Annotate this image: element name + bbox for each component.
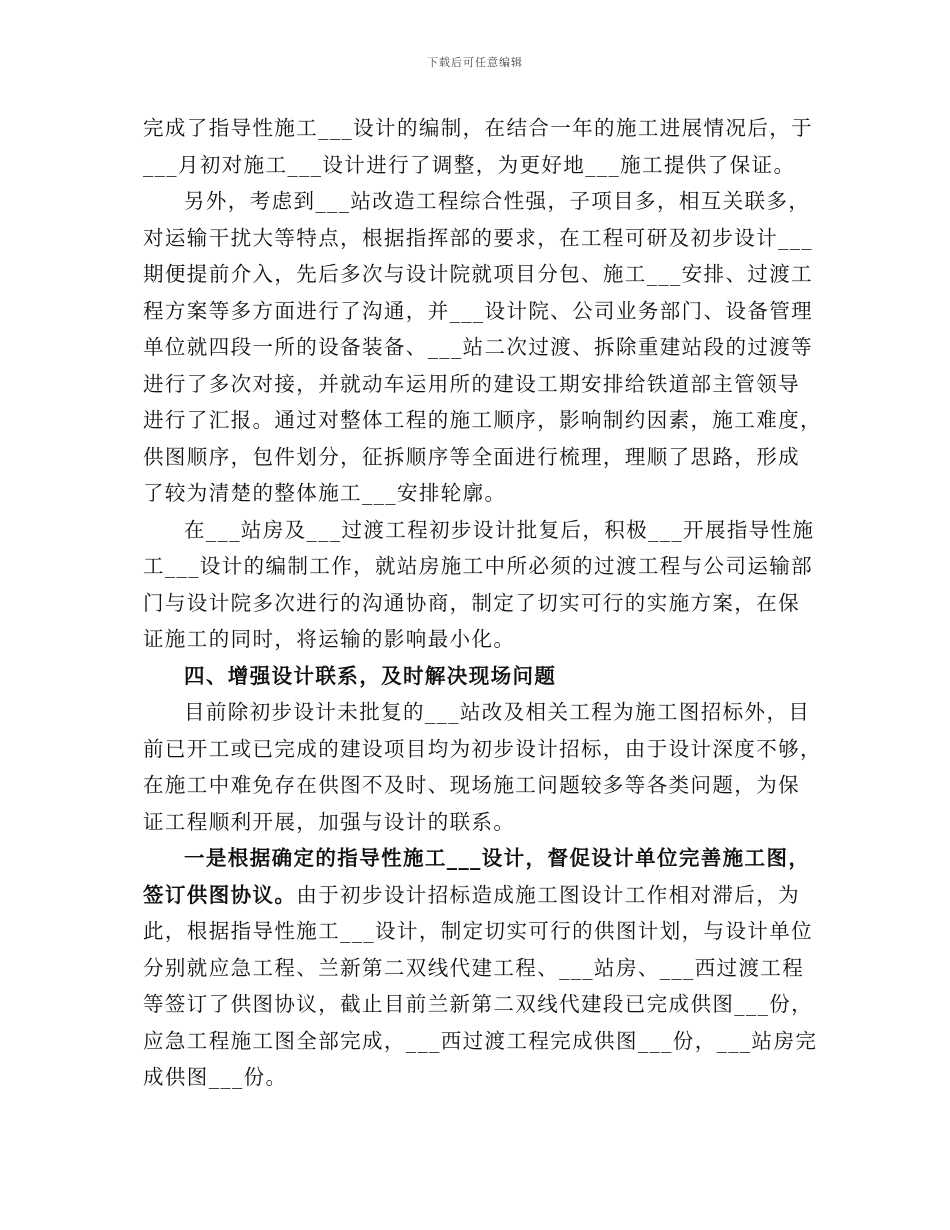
text-line: 期便提前介入，先后多次与设计院就项目分包、施工___安排、过渡工 bbox=[143, 262, 814, 286]
mixed-line bbox=[143, 877, 823, 914]
text-line: 程方案等多方面进行了沟通，并___设计院、公司业务部门、设备管理 bbox=[143, 298, 814, 323]
bold-lead-text: 签订供图协议。 bbox=[143, 882, 297, 907]
bold-lead-line: 一是根据确定的指导性施工___设计，督促设计单位完善施工图， bbox=[184, 846, 811, 870]
text-line: 此，根据指导性施工___设计，制定切实可行的供图计划，与设计单位 bbox=[143, 919, 814, 943]
text-line: 等签订了供图协议，截止目前兰新第二双线代建段已完成供图___份， bbox=[143, 992, 814, 1016]
text-line: 分别就应急工程、兰新第二双线代建工程、___站房、___西过渡工程 bbox=[143, 955, 805, 980]
text-line: 证工程顺利开展，加强与设计的联系。 bbox=[143, 809, 516, 834]
text-line: 单位就四段一所的设备装备、___站二次过渡、拆除重建站段的过渡等 bbox=[143, 335, 814, 359]
paragraph-line: 目前除初步设计未批复的___站改及相关工程为施工图招标外，目 bbox=[184, 700, 811, 724]
text-line: 对运输干扰大等特点，根据指挥部的要求，在工程可研及初步设计___ bbox=[143, 225, 814, 250]
text-line: 前已开工或已完成的建设项目均为初步设计招标，由于设计深度不够， bbox=[143, 736, 822, 761]
text-line: 门与设计院多次进行的沟通协商，制定了切实可行的实施方案，在保 bbox=[143, 590, 800, 615]
text-line: 了较为清楚的整体施工___安排轮廓。 bbox=[143, 481, 507, 505]
text-line: 应急工程施工图全部完成，___西过渡工程完成供图___份，___站房完 bbox=[143, 1028, 818, 1053]
section-heading: 四、增强设计联系，及时解决现场问题 bbox=[184, 663, 557, 688]
text-line: 成供图___份。 bbox=[143, 1065, 288, 1089]
text-line: 完成了指导性施工___设计的编制，在结合一年的施工进展情况后，于 bbox=[143, 116, 814, 140]
page-header-note: 下载后可任意编辑 bbox=[427, 56, 523, 69]
text-line: 进行了多次对接，并就动车运用所的建设工期安排给铁道部主管领导 bbox=[143, 371, 800, 396]
text-line: 工___设计的编制工作，就站房施工中所必须的过渡工程与公司运输部 bbox=[143, 554, 814, 578]
document-body bbox=[143, 110, 823, 1096]
paragraph-line: 在___站房及___过渡工程初步设计批复后，积极___开展指导性施 bbox=[184, 517, 815, 542]
paragraph-line: 另外，考虑到___站改造工程综合性强，子项目多，相互关联多， bbox=[184, 189, 811, 213]
text-span: 由于初步设计招标造成施工图设计工作相对滞后，为 bbox=[296, 882, 801, 907]
text-line: 进行了汇报。通过对整体工程的施工顺序，影响制约因素，施工难度， bbox=[143, 408, 822, 432]
text-line: 供图顺序，包件划分，征拆顺序等全面进行梳理，理顺了思路，形成 bbox=[143, 444, 800, 469]
text-line: 在施工中难免存在供图不及时、现场施工问题较多等各类问题，为保 bbox=[143, 773, 800, 797]
text-line: 证施工的同时，将运输的影响最小化。 bbox=[143, 627, 516, 651]
text-line: ___月初对施工___设计进行了调整，为更好地___施工提供了保证。 bbox=[143, 152, 796, 177]
